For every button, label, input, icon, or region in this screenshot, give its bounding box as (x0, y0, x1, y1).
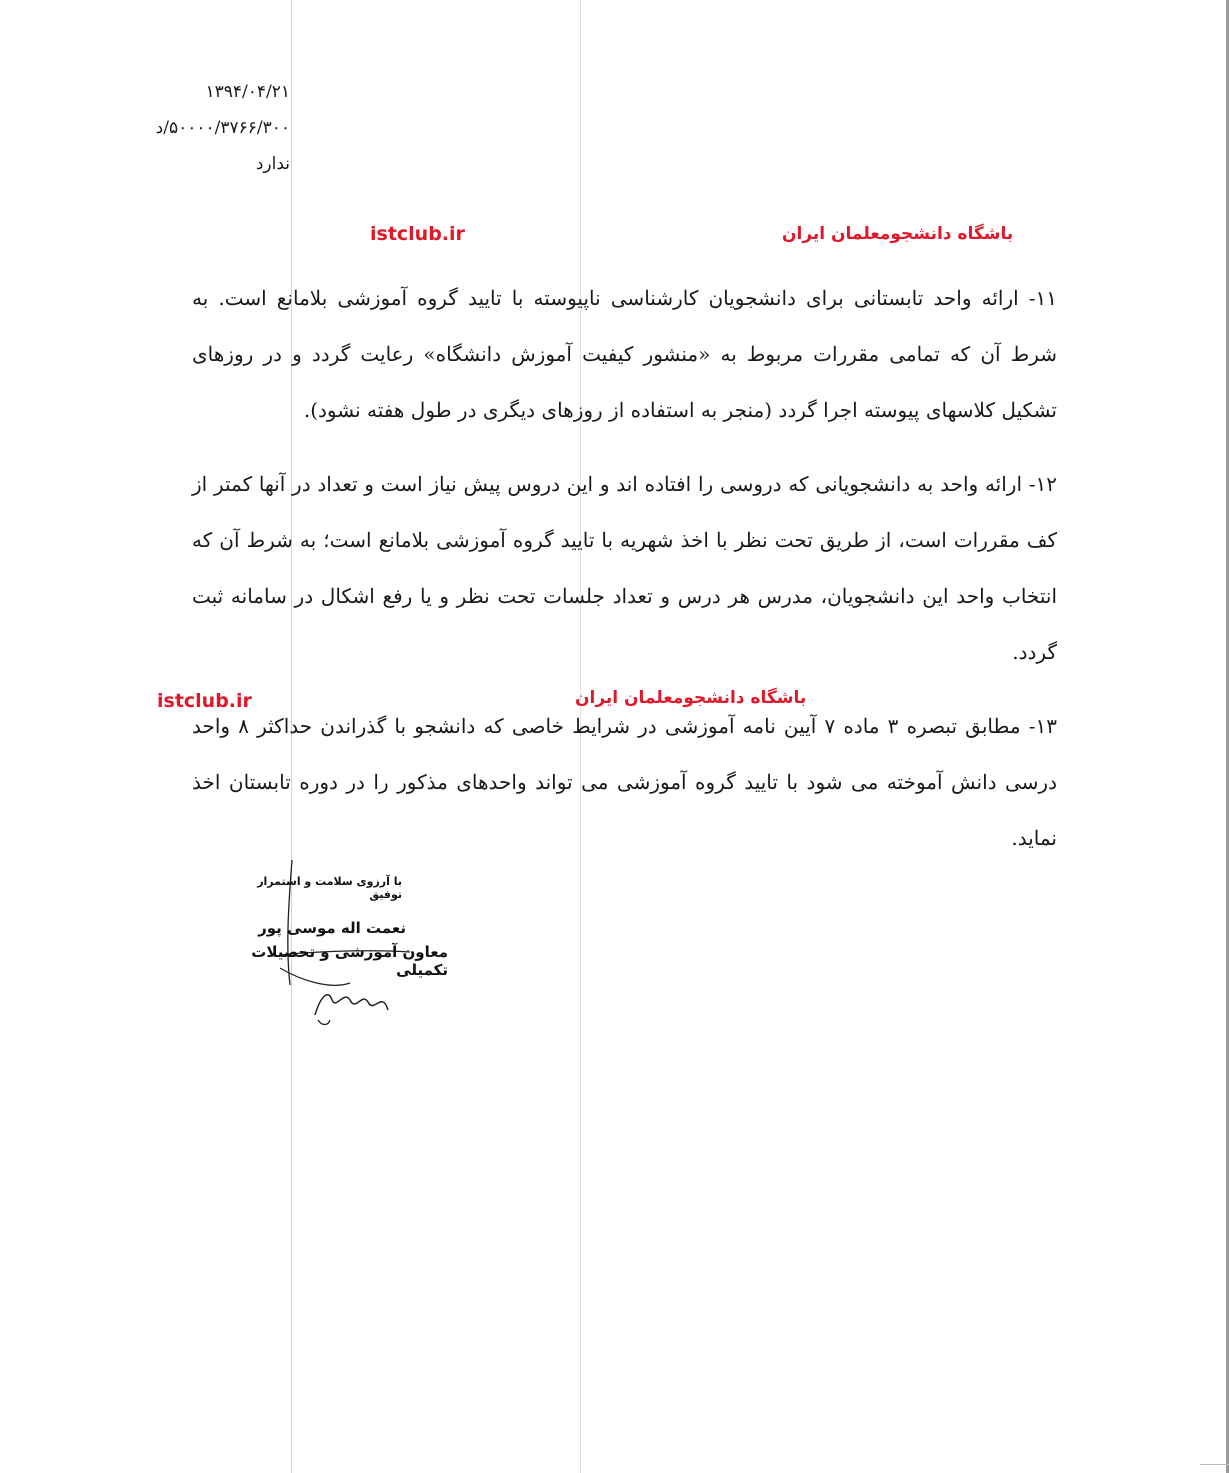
paragraph-13: ۱۳- مطابق تبصره ۳ ماده ۷ آیین نامه آموزشی در شرایط خاصی که دانشجو با گذراندن حداکثر ۸ واحد درسی دانش آموخته می شود با تایید گروه آموزشی می تواند واحدهای مذکور را در دوره تابستان اخذ نماید. (192, 714, 1058, 850)
paragraph-11: ۱۱- ارائه واحد تابستانی برای دانشجویان کارشناسی ناپیوسته با تایید گروه آموزشی بلامانع است. به شرط آن که تمامی مقررات مربوط به «منشور کیفیت آموزش دانشگاه» رعایت گردد و در روزهای تشکیل کلاسهای پیوسته اجرا گردد (منجر به استفاده از روزهای دیگری در طول هفته نشود). (192, 286, 1057, 422)
letter-attachment: ندارد (255, 154, 290, 174)
paragraph-12: ۱۲- ارائه واحد به دانشجویانی که دروسی را افتاده اند و این دروس پیش نیاز است و تعداد در آنها کمتر از کف مقررات است، از طریق تحت نظر با اخذ شهریه با تایید گروه آموزشی بلامانع است؛ به شرط آن که انتخاب واحد این دانشجویان، مدرس هر درس و تعداد جلسات تحت نظر و یا رفع اشکال در سامانه ثبت گردد. (192, 472, 1057, 664)
page-corner (1200, 1464, 1229, 1473)
watermark-site: istclub.ir (370, 223, 465, 245)
watermark-club-name: باشگاه دانشجومعلمان ایران (575, 688, 807, 708)
letter-number: ۵۰۰۰۰/۳۷۶۶/۳۰۰/د (155, 118, 290, 138)
closing-block (228, 875, 448, 979)
signatory-title: معاون آموزشی و تحصیلات تکمیلی (251, 943, 448, 979)
letter-body (192, 270, 1057, 884)
watermark-site: istclub.ir (157, 690, 252, 712)
signatory-name: نعمت اله موسی پور (258, 919, 406, 937)
closing-wish: با آرزوی سلامت و استمرار توفیق (257, 875, 402, 901)
letter-header (130, 74, 290, 182)
letter-date: ۱۳۹۴/۰۴/۲۱ (205, 82, 290, 102)
watermark-club-name: باشگاه دانشجومعلمان ایران (782, 224, 1014, 244)
